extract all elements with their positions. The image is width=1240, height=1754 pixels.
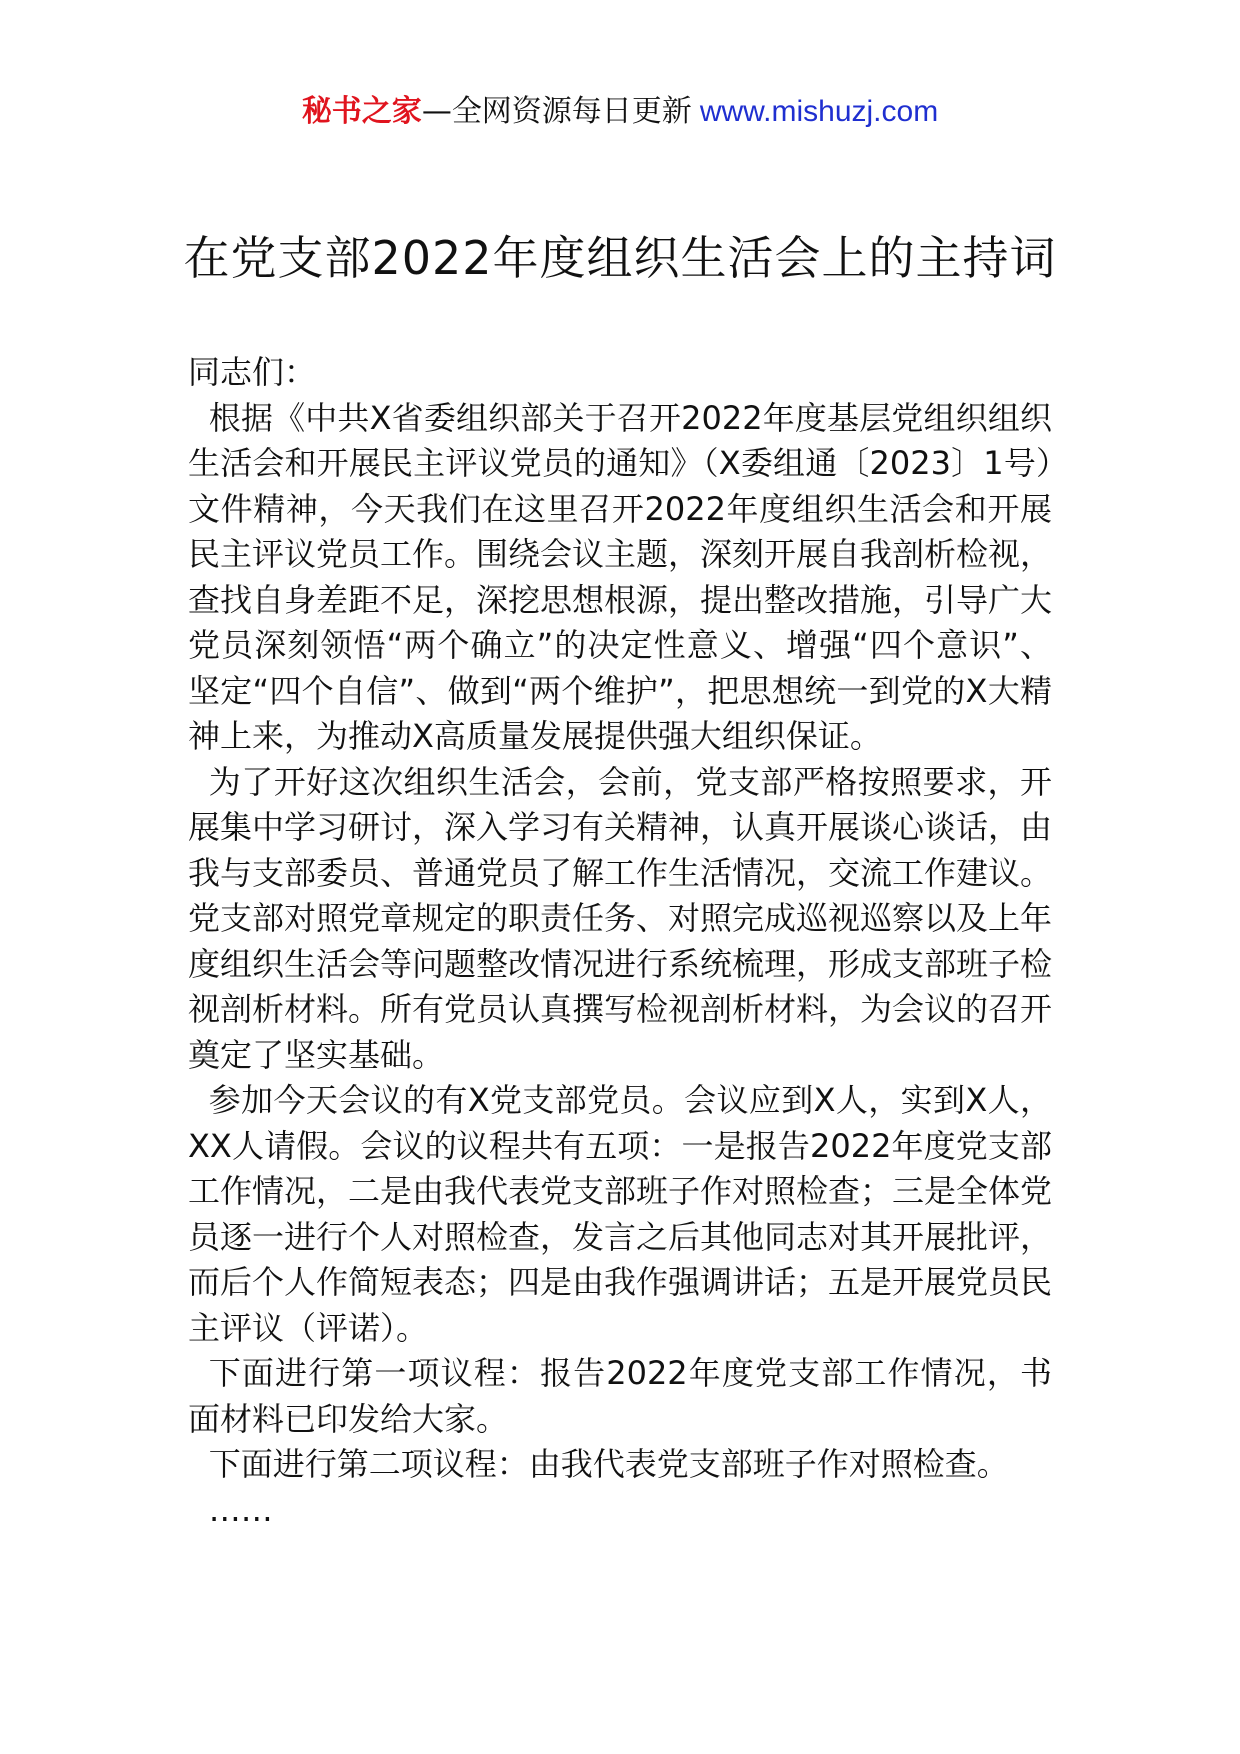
paragraph: 下面进行第一项议程：报告2022年度党支部工作情况，书面材料已印发给大家。 — [188, 1354, 1052, 1438]
paragraph: 参加今天会议的有X党支部党员。会议应到X人，实到X人，XX人请假。会议的议程共有五项：一是报告2022年度党支部工作情况，二是由我代表党支部班子作对照检查；三是全体党员逐一进行个人对照检查，发言之后其他同志对其开展批评，而后个人作简短表态；四是由我作强调讲话；五是开展党员民主评议（评诺）。 — [188, 1081, 1053, 1347]
ellipsis: …… — [208, 1490, 273, 1529]
brand-name: 秘书之家 — [301, 94, 422, 129]
banner-tagline: —全网资源每日更新 — [421, 94, 692, 129]
paragraph: 为了开好这次组织生活会，会前，党支部严格按照要求，开展集中学习研讨，深入学习有关精神，认真开展谈心谈话，由我与支部委员、普通党员了解工作生活情况，交流工作建议。党支部对照党章规定的职责任务、对照完成巡视巡察以及上年度组织生活会等问题整改情况进行系统梳理，形成支部班子检视剖析材料。所有党员认真撰写检视剖析材料，为会议的召开奠定了坚实基础。 — [188, 762, 1053, 1074]
site-banner — [0, 92, 1240, 132]
salutation: 同志们： — [188, 353, 317, 391]
paragraph: 根据《中共X省委组织部关于召开2022年度基层党组织组织生活会和开展民主评议党员的通知》（X委组通〔2023〕1号）文件精神，今天我们在这里召开2022年度组织生活会和开展民主评议党员工作。围绕会议主题，深刻开展自我剖析检视，查找自身差距不足，深挖思想根源，提出整改措施，引导广大党员深刻领悟“两个确立”的决定性意义、增强“四个意识”、坚定“四个自信”、做到“两个维护”，把思想统一到党的X大精神上来，为推动X高质量发展提供强大组织保证。 — [188, 398, 1053, 755]
document-title: 在党支部2022年度组织生活会上的主持词 — [183, 231, 1057, 285]
site-url[interactable]: www.mishuzj.com — [699, 95, 939, 128]
paragraph: 下面进行第二项议程：由我代表党支部班子作对照检查。 — [208, 1445, 1009, 1483]
document-body — [188, 350, 1052, 1533]
